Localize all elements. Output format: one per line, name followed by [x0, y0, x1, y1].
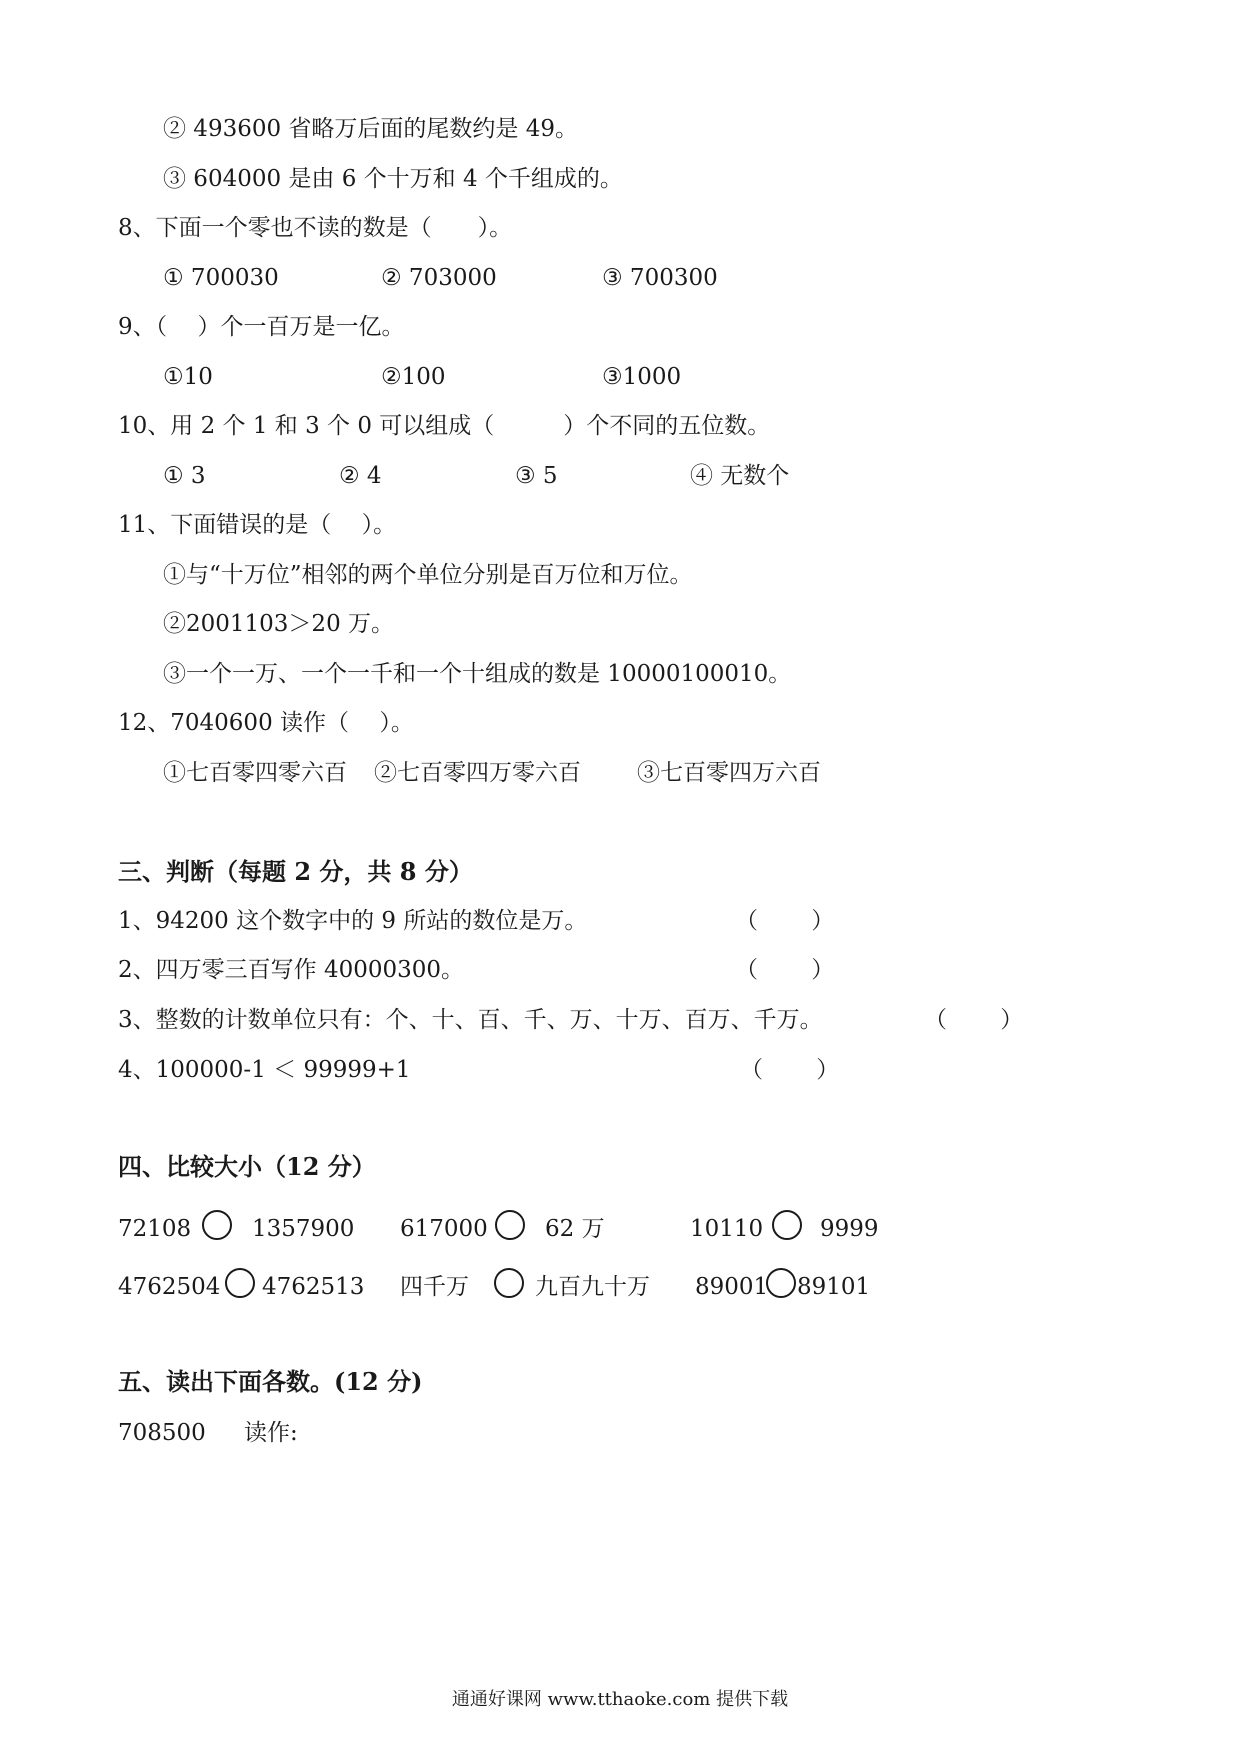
compare-circle-4[interactable] [225, 1268, 255, 1298]
compare-circle-6[interactable] [766, 1268, 796, 1298]
q10-stem: 10、用 2 个 1 和 3 个 0 可以组成（ ）个不同的五位数。 [118, 413, 771, 439]
compare-1-left: 72108 [118, 1216, 192, 1242]
q11-option-3: ③一个一万、一个一千和一个十组成的数是 10000100010。 [163, 661, 792, 687]
compare-circle-1[interactable] [202, 1210, 232, 1240]
q12-option-2: ②七百零四万零六百 [374, 760, 581, 786]
compare-circle-3[interactable] [772, 1210, 802, 1240]
q10-option-2: ② 4 [339, 463, 382, 489]
compare-4-left: 4762504 [118, 1274, 221, 1300]
q9-option-2: ②100 [381, 364, 446, 390]
judge-item-2: 2、四万零三百写作 40000300。 [118, 957, 465, 983]
compare-5-right: 九百九十万 [535, 1274, 650, 1300]
page-footer: 通通好课网 www.tthaoke.com 提供下载 [451, 1689, 789, 1710]
compare-2-left: 617000 [400, 1216, 488, 1242]
q10-option-1: ① 3 [163, 463, 206, 489]
judge-item-4: 4、100000-1 ＜ 99999+1 [118, 1057, 411, 1083]
q8-option-2: ② 703000 [381, 265, 497, 291]
compare-3-left: 10110 [690, 1216, 764, 1242]
q9-option-1: ①10 [163, 364, 213, 390]
compare-2-right: 62 万 [545, 1216, 605, 1242]
q8-stem: 8、下面一个零也不读的数是（ ）。 [118, 215, 513, 241]
q11-option-1: ①与“十万位”相邻的两个单位分别是百万位和万位。 [163, 562, 693, 588]
section-5-title: 五、读出下面各数。(12 分) [118, 1367, 423, 1396]
judge-item-1: 1、94200 这个数字中的 9 所站的数位是万。 [118, 908, 588, 934]
q12-stem: 12、7040600 读作（ ）。 [118, 710, 414, 736]
compare-4-right: 4762513 [262, 1274, 365, 1300]
section-3-title: 三、判断（每题 2 分，共 8 分） [118, 857, 473, 886]
q7-option-3: ③ 604000 是由 6 个十万和 4 个千组成的。 [163, 166, 623, 192]
q12-option-3: ③七百零四万六百 [637, 760, 821, 786]
judge-item-3: 3、整数的计数单位只有：个、十、百、千、万、十万、百万、千万。 [118, 1007, 823, 1033]
compare-5-left: 四千万 [400, 1274, 469, 1300]
q7-option-2: ② 493600 省略万后面的尾数约是 49。 [163, 116, 578, 142]
q8-option-1: ① 700030 [163, 265, 279, 291]
compare-3-right: 9999 [820, 1216, 879, 1242]
judge-blank-2[interactable]: （ ） [735, 957, 835, 983]
compare-circle-2[interactable] [495, 1210, 525, 1240]
q11-option-2: ②2001103＞20 万。 [163, 611, 395, 637]
q8-option-3: ③ 700300 [602, 265, 718, 291]
section-4-title: 四、比较大小（12 分） [118, 1152, 376, 1181]
compare-1-right: 1357900 [252, 1216, 355, 1242]
q11-stem: 11、下面错误的是（ ）。 [118, 512, 397, 538]
compare-circle-5[interactable] [494, 1268, 524, 1298]
q10-option-3: ③ 5 [515, 463, 558, 489]
q9-stem: 9、（ ）个一百万是一亿。 [118, 314, 405, 340]
judge-blank-4[interactable]: （ ） [740, 1057, 840, 1083]
judge-blank-3[interactable]: （ ） [924, 1007, 1024, 1033]
compare-6-right: 89101 [797, 1274, 871, 1300]
q9-option-3: ③1000 [602, 364, 682, 390]
read-label: 读作: [244, 1420, 298, 1446]
judge-blank-1[interactable]: （ ） [735, 908, 835, 934]
q10-option-4: ④ 无数个 [690, 463, 790, 489]
compare-6-left: 89001 [695, 1274, 769, 1300]
read-number: 708500 [118, 1420, 206, 1446]
q12-option-1: ①七百零四零六百 [163, 760, 347, 786]
